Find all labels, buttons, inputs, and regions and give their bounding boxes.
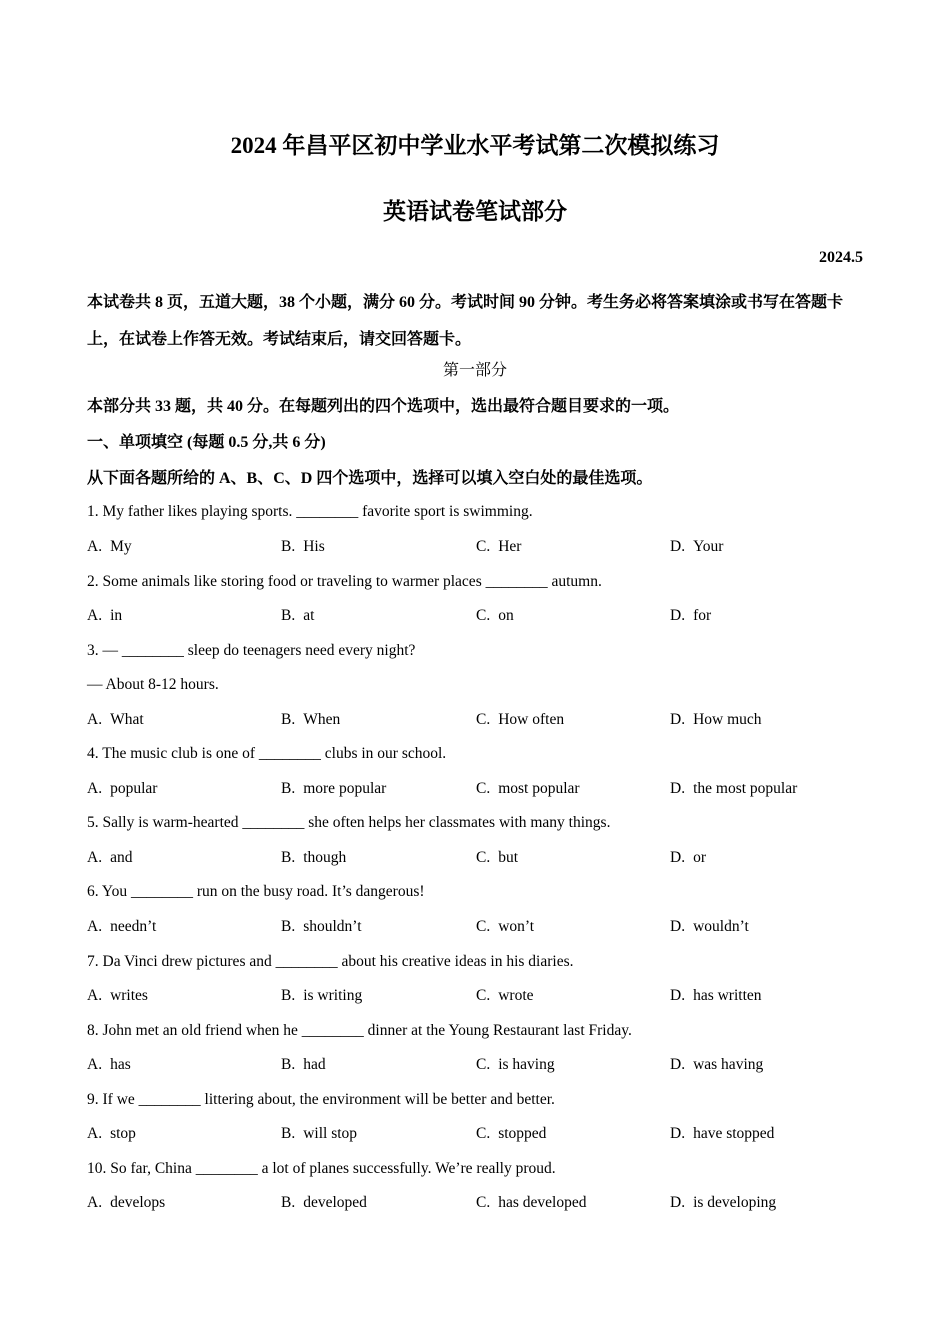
option-text: has: [110, 1056, 131, 1073]
question-stem: 2. Some animals like storing food or traveling to warmer places ________ autumn.: [87, 573, 602, 590]
instructions: 本试卷共 8 页，五道大题，38 个小题，满分 60 分。考试时间 90 分钟。考生务必将答案填涂或书写在答题卡上，在试卷上作答无效。考试结束后，请交回答题卡。: [87, 294, 844, 348]
option-d: [670, 1194, 776, 1212]
option-label: A.: [87, 918, 103, 935]
option-text: was having: [693, 1056, 764, 1073]
option-d: [670, 538, 723, 556]
option-c: [476, 1194, 586, 1212]
option-text: has written: [693, 987, 762, 1004]
option-label: B.: [281, 538, 296, 555]
option-a: [87, 538, 132, 556]
option-text: have stopped: [693, 1125, 775, 1142]
option-label: C.: [476, 1056, 491, 1073]
option-label: C.: [476, 607, 491, 624]
option-label: C.: [476, 849, 491, 866]
option-b: [281, 849, 346, 867]
option-a: [87, 711, 144, 729]
option-text: but: [498, 849, 519, 866]
option-text: developed: [303, 1194, 367, 1211]
option-label: B.: [281, 1125, 296, 1142]
option-text: more popular: [303, 780, 387, 797]
option-text: popular: [110, 780, 158, 797]
option-c: [476, 780, 580, 798]
option-b: [281, 607, 314, 625]
option-text: at: [303, 607, 315, 624]
option-text: the most popular: [693, 780, 798, 797]
option-label: C.: [476, 918, 491, 935]
option-label: C.: [476, 1194, 491, 1211]
option-b: [281, 918, 362, 936]
option-d: [670, 1056, 763, 1074]
option-label: B.: [281, 1056, 296, 1073]
option-label: D.: [670, 849, 686, 866]
option-b: [281, 711, 340, 729]
question-stem: 1. My father likes playing sports. ________ favorite sport is swimming.: [87, 503, 533, 520]
question-stem: 3. — ________ sleep do teenagers need every night?: [87, 642, 416, 659]
option-d: [670, 987, 762, 1005]
option-text: shouldn’t: [303, 918, 362, 935]
option-text: needn’t: [110, 918, 157, 935]
option-d: [670, 1125, 774, 1143]
option-text: had: [303, 1056, 326, 1073]
option-label: D.: [670, 780, 686, 797]
option-text: stopped: [498, 1125, 547, 1142]
option-a: [87, 987, 148, 1005]
option-text: in: [110, 607, 123, 624]
option-label: A.: [87, 711, 103, 728]
option-text: won’t: [498, 918, 535, 935]
option-label: D.: [670, 607, 686, 624]
option-c: [476, 918, 534, 936]
question-stem: 9. If we ________ littering about, the environment will be better and better.: [87, 1091, 555, 1108]
option-text: most popular: [498, 780, 580, 797]
question-stem: 6. You ________ run on the busy road. It’s dangerous!: [87, 883, 425, 900]
option-label: B.: [281, 849, 296, 866]
option-text: What: [110, 711, 144, 728]
option-c: [476, 849, 518, 867]
option-c: [476, 1056, 555, 1074]
option-d: [670, 607, 711, 625]
option-label: D.: [670, 1125, 686, 1142]
option-text: How often: [498, 711, 565, 728]
section-title: 一、单项填空 (每题 0.5 分,共 6 分): [87, 434, 326, 451]
option-c: [476, 607, 514, 625]
option-label: A.: [87, 1056, 103, 1073]
option-d: [670, 849, 706, 867]
option-label: A.: [87, 849, 103, 866]
option-c: [476, 1125, 546, 1143]
option-label: D.: [670, 918, 686, 935]
option-d: [670, 711, 762, 729]
option-label: A.: [87, 780, 103, 797]
question-stem: 7. Da Vinci drew pictures and ________ about his creative ideas in his diaries.: [87, 953, 574, 970]
option-b: [281, 538, 325, 556]
option-text: or: [693, 849, 706, 866]
option-label: A.: [87, 1194, 103, 1211]
option-a: [87, 1125, 136, 1143]
option-text: My: [110, 538, 132, 555]
option-text: His: [303, 538, 325, 555]
question-stem: 10. So far, China ________ a lot of planes successfully. We’re really proud.: [87, 1160, 556, 1177]
option-b: [281, 1056, 326, 1074]
option-text: is developing: [693, 1194, 777, 1211]
option-label: D.: [670, 538, 686, 555]
option-label: C.: [476, 538, 491, 555]
option-label: B.: [281, 918, 296, 935]
option-label: D.: [670, 711, 686, 728]
option-text: has developed: [498, 1194, 587, 1211]
option-text: When: [303, 711, 341, 728]
option-text: Her: [498, 538, 522, 555]
option-text: and: [110, 849, 133, 866]
option-text: is having: [498, 1056, 555, 1073]
option-b: [281, 1125, 357, 1143]
option-label: B.: [281, 780, 296, 797]
option-text: though: [303, 849, 347, 866]
option-a: [87, 1056, 131, 1074]
exam-title: 2024 年昌平区初中学业水平考试第二次模拟练习: [230, 133, 720, 158]
question-stem: 8. John met an old friend when he ________ dinner at the Young Restaurant last Friday.: [87, 1022, 632, 1039]
option-label: B.: [281, 711, 296, 728]
option-text: develops: [110, 1194, 166, 1211]
exam-subtitle: 英语试卷笔试部分: [383, 199, 567, 224]
option-a: [87, 1194, 165, 1212]
option-label: C.: [476, 987, 491, 1004]
option-label: C.: [476, 1125, 491, 1142]
option-label: A.: [87, 538, 103, 555]
option-a: [87, 607, 122, 625]
option-c: [476, 711, 564, 729]
option-text: will stop: [303, 1125, 358, 1142]
option-text: on: [498, 607, 514, 624]
option-a: [87, 780, 157, 798]
option-label: B.: [281, 607, 296, 624]
option-text: Your: [693, 538, 724, 555]
option-text: writes: [110, 987, 148, 1004]
option-c: [476, 538, 521, 556]
option-label: A.: [87, 987, 103, 1004]
option-b: [281, 1194, 367, 1212]
part-title: 第一部分: [442, 362, 507, 379]
option-text: wrote: [498, 987, 534, 1004]
exam-date: 2024.5: [819, 249, 863, 266]
option-label: B.: [281, 987, 296, 1004]
question-stem: 5. Sally is warm-hearted ________ she often helps her classmates with many things.: [87, 814, 611, 831]
section-description: 从下面各题所给的 A、B、C、D 四个选项中，选择可以填入空白处的最佳选项。: [87, 470, 653, 487]
option-label: A.: [87, 1125, 103, 1142]
option-label: D.: [670, 1056, 686, 1073]
option-b: [281, 987, 362, 1005]
option-text: How much: [693, 711, 762, 728]
option-d: [670, 918, 749, 936]
option-a: [87, 918, 156, 936]
question-stem: 4. The music club is one of ________ clubs in our school.: [87, 745, 447, 762]
option-label: A.: [87, 607, 103, 624]
option-text: for: [693, 607, 712, 624]
option-text: wouldn’t: [693, 918, 749, 935]
option-a: [87, 849, 132, 867]
option-label: B.: [281, 1194, 296, 1211]
option-b: [281, 780, 386, 798]
question-answer-line: — About 8-12 hours.: [87, 676, 219, 693]
option-label: C.: [476, 780, 491, 797]
option-text: is writing: [303, 987, 363, 1004]
option-text: stop: [110, 1125, 136, 1142]
option-label: D.: [670, 987, 686, 1004]
part-description: 本部分共 33 题，共 40 分。在每题列出的四个选项中，选出最符合题目要求的一项。: [87, 398, 680, 415]
option-label: D.: [670, 1194, 686, 1211]
option-c: [476, 987, 534, 1005]
option-d: [670, 780, 797, 798]
option-label: C.: [476, 711, 491, 728]
